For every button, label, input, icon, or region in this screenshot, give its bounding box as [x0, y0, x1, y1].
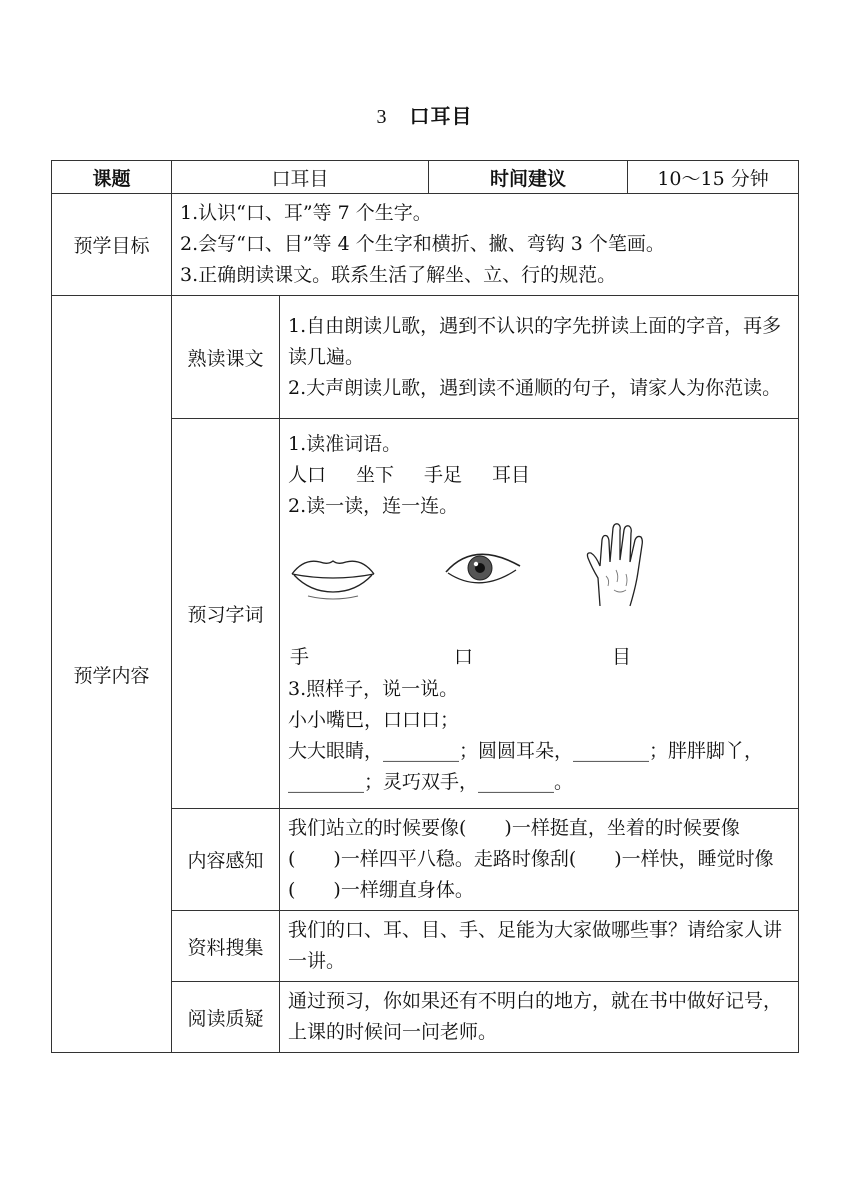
goals-label: 预学目标 — [52, 194, 172, 296]
lesson-title — [0, 100, 849, 129]
goals-list — [172, 194, 799, 296]
time-value: 10～15 分钟 — [628, 161, 799, 194]
words-content — [280, 419, 799, 809]
lesson-number: 3 — [376, 106, 388, 128]
goal-item: 1.认识“口、耳”等 7 个生字。 — [180, 202, 432, 224]
word-item: 坐下 — [356, 464, 395, 486]
goal-item: 3.正确朗读课文。联系生活了解坐、立、行的规范。 — [180, 264, 617, 286]
perceive-label: 内容感知 — [172, 809, 280, 911]
goals-row — [52, 194, 799, 296]
question-label: 阅读质疑 — [172, 982, 280, 1053]
topic-label: 课题 — [52, 161, 172, 194]
collect-label: 资料搜集 — [172, 911, 280, 982]
words-q3: 3.照样子，说一说。 — [288, 678, 459, 700]
match-label: 目 — [612, 646, 632, 668]
match-labels — [288, 642, 790, 674]
words-label: 预习字词 — [172, 419, 280, 809]
header-row — [52, 161, 799, 194]
words-q2: 2.读一读，连一连。 — [288, 495, 459, 517]
lips-icon — [290, 552, 376, 600]
preview-sheet-table — [51, 160, 799, 1053]
word-item: 耳目 — [492, 464, 531, 486]
word-item: 手足 — [424, 464, 463, 486]
read-label: 熟读课文 — [172, 296, 280, 419]
word-item: 人口 — [288, 464, 327, 486]
match-label: 口 — [454, 646, 474, 668]
eye-icon — [444, 544, 524, 592]
hand-icon — [586, 520, 656, 608]
topic-value: 口耳目 — [172, 161, 429, 194]
words-example: 小小嘴巴，口口口； — [288, 709, 460, 731]
read-text — [280, 296, 799, 419]
word-list — [288, 460, 790, 491]
goal-item: 2.会写“口、目”等 4 个生字和横折、撇、弯钩 3 个笔画。 — [180, 233, 665, 255]
match-label: 手 — [290, 646, 310, 668]
lesson-name: 口耳目 — [409, 104, 473, 128]
time-label: 时间建议 — [429, 161, 628, 194]
read-item: 1.自由朗读儿歌，遇到不认识的字先拼读上面的字音，再多读几遍。 — [288, 314, 782, 368]
content-label: 预学内容 — [52, 296, 172, 1053]
words-q1: 1.读准词语。 — [288, 433, 402, 455]
question-text: 通过预习，你如果还有不明白的地方，就在书中做好记号，上课的时候问一问老师。 — [280, 982, 799, 1053]
read-item: 2.大声朗读儿歌，遇到读不通顺的句子，请家人为你范读。 — [288, 376, 782, 399]
words-exercise: 大大眼睛，________；圆圆耳朵，________；胖胖脚丫，________；灵巧双手，________。 — [288, 740, 764, 793]
read-row — [52, 296, 799, 419]
perceive-text: 我们站立的时候要像( )一样挺直，坐着的时候要像( )一样四平八稳。走路时像刮( )一样快，睡觉时像( )一样绷直身体。 — [280, 809, 799, 911]
collect-text: 我们的口、耳、目、手、足能为大家做哪些事？请给家人讲一讲。 — [280, 911, 799, 982]
match-pictures — [288, 522, 790, 642]
